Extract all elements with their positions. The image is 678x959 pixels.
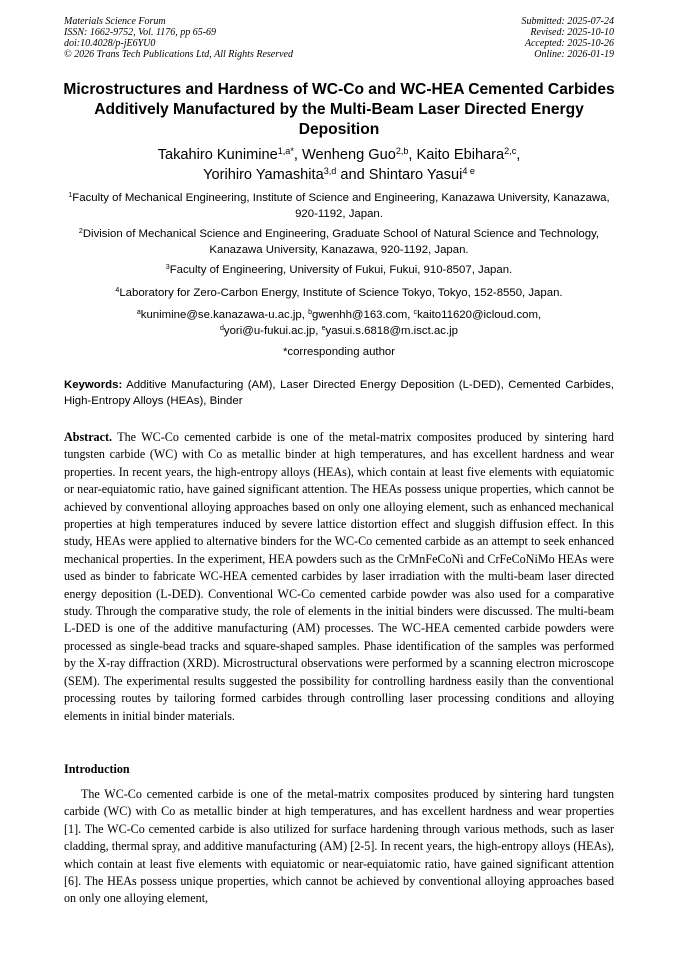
email[interactable]: $^c$kaito11620@icloud.com — [413, 309, 538, 321]
paper-title: Microstructures and Hardness of WC-Co and WC-HEA Cemented Carbides Additively Manufactured by the Multi-Beam Laser Directed Energy Deposition — [63, 81, 615, 138]
abstract-label: Abstract. — [64, 430, 113, 444]
affiliation-2: $^2$Division of Mechanical Science and Engineering, Graduate School of Natural Science and Technology, Kanazawa University, Kanazawa, 920-1192, Japan. — [78, 228, 600, 256]
journal-name: Materials Science Forum — [64, 16, 166, 27]
online-date: Online: 2026-01-19 — [534, 49, 614, 60]
affiliation-3: $^3$Faculty of Engineering, University of Fukui, Fukui, 910-8507, Japan. — [165, 264, 513, 276]
copyright-line: © 2026 Trans Tech Publications Ltd, All Rights Reserved — [64, 49, 293, 60]
author: Takahiro Kunimine$^{1,a*}$, — [157, 146, 302, 163]
affiliation-1: $^1$Faculty of Mechanical Engineering, Institute of Science and Engineering, Kanazawa University, Kanazawa, 920-1192, Japan. — [68, 192, 610, 220]
author-list — [64, 145, 614, 185]
accepted-date: Accepted: 2025-10-26 — [524, 38, 614, 49]
revised-date: Revised: 2025-10-10 — [530, 27, 614, 38]
submitted-date: Submitted: 2025-07-24 — [521, 16, 614, 27]
email[interactable]: $^e$yasui.s.6818@m.isct.ac.jp — [321, 325, 458, 337]
author: Yorihiro Yamashita$^{3,d}$ and — [203, 166, 369, 183]
email[interactable]: $^d$yori@u-fukui.ac.jp — [219, 325, 316, 337]
introduction-heading: Introduction — [64, 762, 130, 776]
publication-dates — [522, 16, 615, 60]
keywords-text: Additive Manufacturing (AM), Laser Directed Energy Deposition (L-DED), Cemented Carbides, High-Entropy Alloys (HEAs), Binder — [64, 379, 614, 407]
author: Wenheng Guo$^{2,b}$, — [301, 146, 417, 163]
keywords-label: Keywords: — [64, 379, 123, 391]
abstract-text: The WC-Co cemented carbide is one of the metal-matrix composites produced by sintering hard tungsten carbide (WC) with Co as metallic binder at high temperatures, and has excellent hardness and wear properties. In recent years, the high-entropy alloys (HEAs), which contain at least five elements with equiatomic or near-equiatomic ratio, have gained significant attention. The HEAs possess unique properties, which cannot be achieved by conventional alloying approaches based on only one alloying element, such as enhanced mechanical properties at high temperatures induced by severe lattice distortion effect and sluggish diffusion effect. In this study, HEAs were applied to alternative binders for the WC-Co cemented carbide as an attempt to seek enhanced mechanical properties. In the experiment, HEA powders such as the CrMnFeCoNi and CrFeCoNiMo HEAs were used as binder to fabricate WC-HEA cemented carbides by laser irradiation with the multi-beam laser directed energy deposition (L-DED). Conventional WC-Co cemented carbide powder was also used for a comparative study. Through the comparative study, the role of elements in the initial binders were discussed. The multi-beam L-DED is one of the additive manufacturing (AM) processes. The WC-HEA cemented carbide powders were processed as single-bead tracks and square-shaped samples. Phase identification of the samples was performed by the X-ray diffraction (XRD). Microstructural observations were performed by a scanning electron microscope (SEM). The experimental results suggested the possibility for controlling hardness easily than the conventional processing routes by tailoring formed carbides through controlling laser processing conditions and alloying elements in initial binder materials. — [64, 430, 614, 723]
journal-info — [64, 16, 293, 60]
email-list: $^a$kunimine@se.kanazawa-u.ac.jp, $^b$gwenhh@163.com, $^c$kaito11620@icloud.com, $^d$yori@u-fukui.ac.jp, $^e$yasui.s.6818@m.isct.ac.jp — [136, 309, 542, 337]
affiliation-4: $^4$Laboratory for Zero-Carbon Energy, Institute of Science Tokyo, Tokyo, 152-8550, Japan. — [115, 287, 563, 299]
author: Shintaro Yasui$^{4 e}$ — [368, 166, 475, 183]
abstract-section — [64, 429, 614, 725]
doi-line: doi:10.4028/p-jE6YU0 — [64, 38, 156, 49]
email[interactable]: $^a$kunimine@se.kanazawa-u.ac.jp — [136, 309, 302, 321]
keywords-section — [64, 377, 614, 409]
author: Kaito Ebihara$^{2,c}$, — [416, 146, 521, 163]
corresponding-author-note: *corresponding author — [282, 346, 396, 358]
introduction-text: The WC-Co cemented carbide is one of the metal-matrix composites produced by sintering hard tungsten carbide (WC) with Co as metallic binder at high temperatures, and has excellent hardness and wear properties [1]. The WC-Co cemented carbide is also utilized for surface hardening through various methods, such as laser cladding, thermal spray, and additive manufacturing (AM) [2-5]. In recent years, the high-entropy alloys (HEAs), which contain at least five elements with equiatomic or near-equiatomic ratio, have gained significant attention [6]. The HEAs possess unique properties, which cannot be achieved by conventional alloying approaches based on only one alloying element, — [64, 787, 614, 906]
issn-line: ISSN: 1662-9752, Vol. 1176, pp 65-69 — [64, 27, 217, 38]
email[interactable]: $^b$gwenhh@163.com — [308, 309, 408, 321]
